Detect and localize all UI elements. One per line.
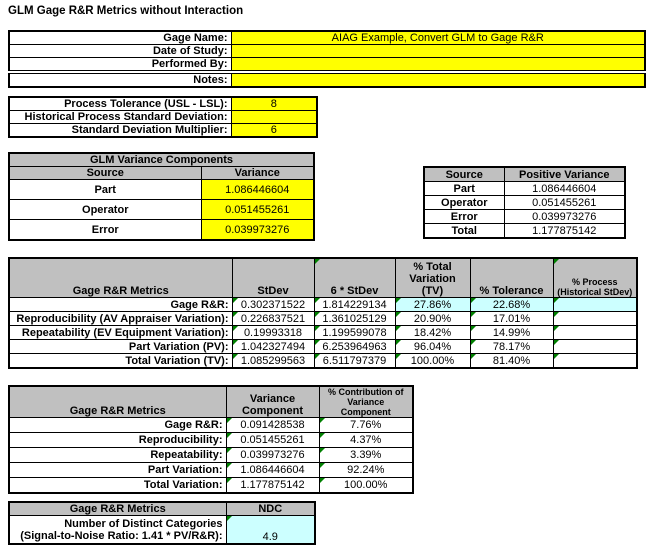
date-of-study-input[interactable] <box>231 45 645 58</box>
stdev-header: StDev <box>232 258 314 298</box>
green-triangle-icon <box>315 340 320 345</box>
positive-variance-table <box>423 166 626 239</box>
table-row <box>9 433 413 448</box>
pct-vc-cell <box>319 448 413 463</box>
source-header: Source <box>424 167 504 182</box>
cell-text: 96.04% <box>413 340 452 353</box>
pct-tv-cell <box>395 326 470 340</box>
cell-text: 1.085299563 <box>240 354 306 367</box>
cell-text: 4.37% <box>350 434 382 446</box>
cell-text: 92.24% <box>347 464 385 476</box>
source-header: Source <box>9 167 201 180</box>
variance-header: Variance <box>201 167 314 180</box>
cell-text: 3.39% <box>350 449 382 461</box>
table-row <box>9 167 314 180</box>
table-row <box>9 45 645 58</box>
historical-stdev-label: Historical Process Standard Deviation: <box>9 111 231 124</box>
pct-tolerance-cell <box>470 312 553 326</box>
pct-total-variation-header: % Total Variation (TV) <box>395 258 470 298</box>
table-row <box>424 182 625 196</box>
green-triangle-icon <box>233 298 238 303</box>
part-variation-label: Part Variation: <box>9 463 226 478</box>
six-stdev-cell <box>314 340 395 354</box>
repeatability-label: Repeatability (EV Equipment Variation): <box>9 326 232 340</box>
operator-source-cell: Operator <box>424 196 504 210</box>
cell-text: 20.90% <box>413 312 452 325</box>
repeatability-label: Repeatability: <box>9 448 226 463</box>
green-triangle-icon <box>233 312 238 317</box>
table-row <box>9 448 413 463</box>
green-triangle-icon <box>233 326 238 331</box>
gage-rr-metrics-table <box>8 257 638 369</box>
stdev-multiplier-label: Standard Deviation Multiplier: <box>9 124 231 138</box>
vc-cell <box>226 463 319 478</box>
table-row <box>9 58 645 73</box>
process-tolerance-input[interactable]: 8 <box>231 97 317 111</box>
process-tolerance-label: Process Tolerance (USL - LSL): <box>9 97 231 111</box>
operator-source-cell: Operator <box>9 200 201 220</box>
vc-cell <box>226 433 319 448</box>
cell-text: 0.302371522 <box>240 298 306 311</box>
green-triangle-icon <box>320 418 325 423</box>
cell-text: 1.177875142 <box>240 479 305 491</box>
cell-text: 0.091428538 <box>240 419 305 431</box>
part-variance-input[interactable]: 1.086446604 <box>201 180 314 200</box>
table-row <box>424 167 625 182</box>
header-row <box>9 502 315 516</box>
positive-variance-header: Positive Variance <box>504 167 625 182</box>
part-value-cell: 1.086446604 <box>504 182 625 196</box>
metrics-header: Gage R&R Metrics <box>9 502 226 516</box>
cell-text: 1.042327494 <box>240 340 306 353</box>
total-variation-label: Total Variation (TV): <box>9 354 232 369</box>
reproducibility-label: Reproducibility (AV Appraiser Variation): <box>9 312 232 326</box>
table-row <box>9 153 314 167</box>
table-row <box>424 210 625 224</box>
table-row <box>9 463 413 478</box>
part-source-cell: Part <box>424 182 504 196</box>
table-row <box>9 72 645 87</box>
vc-cell <box>226 478 319 494</box>
glm-table-title: GLM Variance Components <box>9 153 314 167</box>
table-row <box>9 298 637 312</box>
cell-text: 6.253964963 <box>322 340 387 353</box>
pct-tolerance-cell <box>470 298 553 312</box>
gage-rr-label: Gage R&R: <box>9 298 232 312</box>
six-stdev-header <box>314 258 395 298</box>
pct-tv-cell <box>395 354 470 369</box>
cell-text: 1.814229134 <box>322 298 387 311</box>
total-value-cell: 1.177875142 <box>504 224 625 239</box>
vc-cell <box>226 448 319 463</box>
cell-text: 27.86% <box>413 298 452 311</box>
green-triangle-icon <box>227 418 232 423</box>
six-stdev-cell <box>314 298 395 312</box>
green-triangle-icon <box>471 354 476 359</box>
table-row <box>9 180 314 200</box>
header-text: 6 * StDev <box>330 285 379 297</box>
green-triangle-icon <box>227 516 232 521</box>
green-triangle-icon <box>320 463 325 468</box>
ndc-label-line1: Number of Distinct Categories <box>64 517 223 530</box>
cell-text: 14.99% <box>492 326 531 339</box>
pct-tv-cell <box>395 298 470 312</box>
date-of-study-label: Date of Study: <box>9 45 231 58</box>
header-row <box>9 258 637 298</box>
table-row <box>9 326 637 340</box>
table-row <box>9 31 645 45</box>
notes-input[interactable] <box>231 72 645 87</box>
cell-text: 0.19993318 <box>243 326 303 339</box>
green-triangle-icon <box>320 478 325 483</box>
green-triangle-icon <box>315 354 320 359</box>
pct-process-cell <box>553 298 637 312</box>
historical-stdev-input[interactable] <box>231 111 317 124</box>
green-triangle-icon <box>396 298 401 303</box>
gage-info-table <box>8 30 646 88</box>
pct-process-header <box>553 258 637 298</box>
green-triangle-icon <box>471 340 476 345</box>
pct-tv-cell <box>395 340 470 354</box>
variance-component-table <box>8 385 414 494</box>
green-triangle-icon <box>471 326 476 331</box>
stdev-multiplier-input[interactable]: 6 <box>231 124 317 138</box>
green-triangle-icon <box>227 463 232 468</box>
ndc-label-line2: (Signal-to-Noise Ratio: 1.41 * PV/R&R): <box>20 529 223 542</box>
part-variation-label: Part Variation (PV): <box>9 340 232 354</box>
cell-text: 4.9 <box>262 531 278 543</box>
green-triangle-icon <box>227 448 232 453</box>
pct-process-cell <box>553 312 637 326</box>
cell-text: 81.40% <box>492 354 531 367</box>
table-row <box>9 97 317 111</box>
green-triangle-icon <box>227 433 232 438</box>
process-settings-table <box>8 96 318 138</box>
green-triangle-icon <box>396 340 401 345</box>
table-row <box>9 111 317 124</box>
pct-tolerance-cell <box>470 326 553 340</box>
pct-vc-cell <box>319 418 413 433</box>
ndc-table <box>8 501 316 545</box>
gage-rr-label: Gage R&R: <box>9 418 226 433</box>
table-row <box>9 200 314 220</box>
pct-tolerance-cell <box>470 354 553 369</box>
performed-by-label: Performed By: <box>9 58 231 73</box>
performed-by-input[interactable] <box>231 58 645 73</box>
total-variation-label: Total Variation: <box>9 478 226 494</box>
six-stdev-cell <box>314 312 395 326</box>
stdev-cell <box>232 354 314 369</box>
table-row <box>9 340 637 354</box>
pct-tolerance-cell <box>470 340 553 354</box>
table-row <box>424 224 625 239</box>
vc-cell <box>226 418 319 433</box>
cell-text: 78.17% <box>492 340 531 353</box>
cell-text: 1.361025129 <box>322 312 387 325</box>
table-row <box>424 196 625 210</box>
cell-text: 1.086446604 <box>240 464 305 476</box>
header-text: % Process (Historical StDev) <box>557 277 633 297</box>
error-value-cell: 0.039973276 <box>504 210 625 224</box>
stdev-cell <box>232 340 314 354</box>
green-triangle-icon <box>320 433 325 438</box>
table-row <box>9 418 413 433</box>
green-triangle-icon <box>554 298 559 303</box>
green-triangle-icon <box>554 354 559 359</box>
ndc-label <box>9 516 226 545</box>
total-source-cell: Total <box>424 224 504 239</box>
green-triangle-icon <box>471 298 476 303</box>
gage-name-label: Gage Name: <box>9 31 231 45</box>
pct-vc-cell <box>319 433 413 448</box>
cell-text: 7.76% <box>350 419 382 431</box>
six-stdev-cell <box>314 326 395 340</box>
green-triangle-icon <box>554 326 559 331</box>
ndc-header: NDC <box>226 502 315 516</box>
cell-text: 100.00% <box>344 479 388 491</box>
cell-text: 1.199599078 <box>322 326 387 339</box>
stdev-cell <box>232 312 314 326</box>
pct-tv-cell <box>395 312 470 326</box>
pct-tolerance-header: % Tolerance <box>470 258 553 298</box>
notes-label: Notes: <box>9 72 231 87</box>
green-triangle-icon <box>233 340 238 345</box>
green-triangle-icon <box>554 340 559 345</box>
error-source-cell: Error <box>9 220 201 241</box>
green-triangle-icon <box>315 326 320 331</box>
pct-contribution-header: % Contribution of Variance Component <box>319 386 413 418</box>
green-triangle-icon <box>233 354 238 359</box>
green-triangle-icon <box>396 354 401 359</box>
table-row <box>9 354 637 369</box>
green-triangle-icon <box>315 259 320 264</box>
cell-text: 0.226837521 <box>240 312 306 325</box>
pct-process-cell <box>553 354 637 369</box>
gage-name-input[interactable]: AIAG Example, Convert GLM to Gage R&R <box>231 31 645 45</box>
cell-text: 0.051455261 <box>240 434 305 446</box>
glm-variance-components-table <box>8 152 315 241</box>
cell-text: 6.511797379 <box>322 354 387 367</box>
green-triangle-icon <box>396 312 401 317</box>
cell-text: 100.00% <box>410 354 455 367</box>
operator-variance-input[interactable]: 0.051455261 <box>201 200 314 220</box>
green-triangle-icon <box>320 448 325 453</box>
green-triangle-icon <box>315 312 320 317</box>
header-row <box>9 386 413 418</box>
cell-text: 22.68% <box>492 298 531 311</box>
cell-text: 17.01% <box>492 312 531 325</box>
page-title: GLM Gage R&R Metrics without Interaction <box>8 5 244 17</box>
part-source-cell: Part <box>9 180 201 200</box>
stdev-cell <box>232 298 314 312</box>
pct-process-cell <box>553 340 637 354</box>
green-triangle-icon <box>227 478 232 483</box>
stdev-cell <box>232 326 314 340</box>
error-source-cell: Error <box>424 210 504 224</box>
variance-component-header: Variance Component <box>226 386 319 418</box>
table-row <box>9 124 317 138</box>
green-triangle-icon <box>554 259 559 264</box>
green-triangle-icon <box>396 326 401 331</box>
six-stdev-cell <box>314 354 395 369</box>
metrics-header: Gage R&R Metrics <box>9 258 232 298</box>
operator-value-cell: 0.051455261 <box>504 196 625 210</box>
cell-text: 0.039973276 <box>240 449 305 461</box>
green-triangle-icon <box>471 312 476 317</box>
cell-text: 18.42% <box>413 326 452 339</box>
metrics-header: Gage R&R Metrics <box>9 386 226 418</box>
table-row <box>9 312 637 326</box>
pct-vc-cell <box>319 478 413 494</box>
table-row <box>9 516 315 545</box>
table-row <box>9 220 314 241</box>
error-variance-input[interactable]: 0.039973276 <box>201 220 314 241</box>
ndc-value-cell <box>226 516 315 545</box>
green-triangle-icon <box>554 312 559 317</box>
pct-process-cell <box>553 326 637 340</box>
table-row <box>9 478 413 494</box>
green-triangle-icon <box>315 298 320 303</box>
reproducibility-label: Reproducibility: <box>9 433 226 448</box>
pct-vc-cell <box>319 463 413 478</box>
